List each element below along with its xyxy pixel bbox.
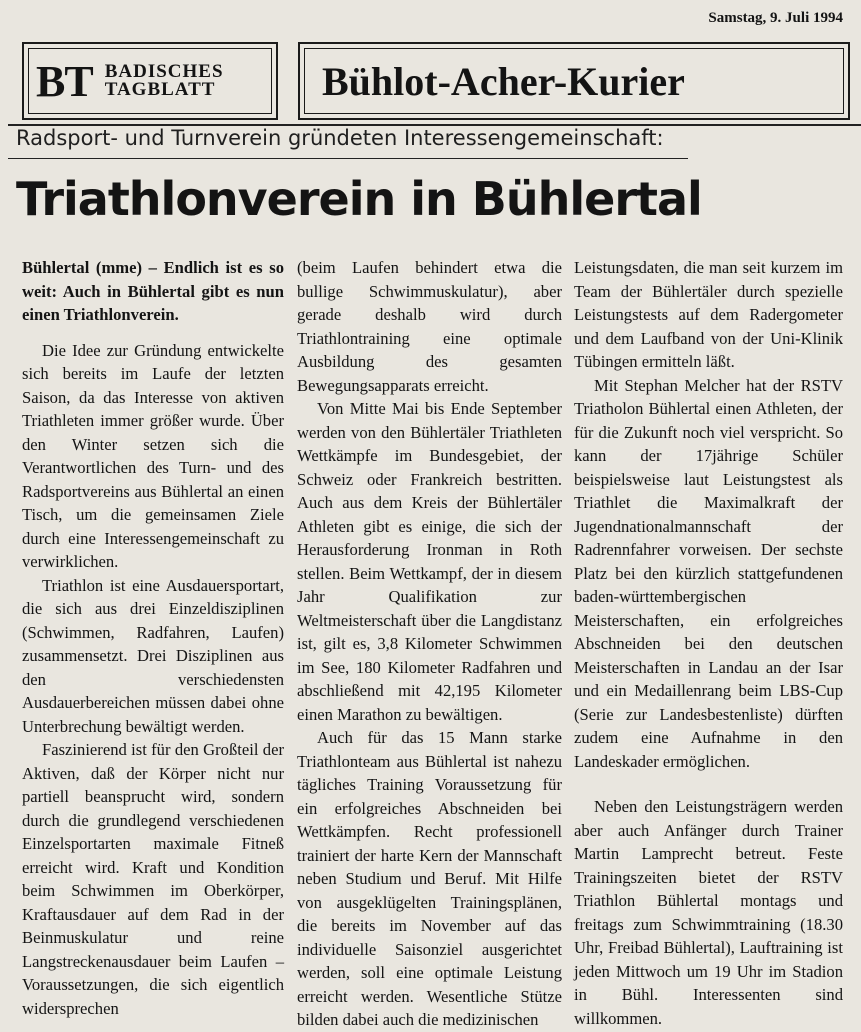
paper-name-line1: BADISCHES: [104, 61, 224, 82]
article-column-1: [22, 256, 284, 1020]
paper-name-line2: TAGBLATT: [104, 79, 216, 100]
paragraph: Die Idee zur Gründung entwickelte sich bereits im Laufe der letzten Saison, da das Interesse von aktiven Triathleten immer größer wurde. Über den Winter setzen sich die Verantwortlichen des Turn- und des Radsportvereins aus Bühlertal an einen Tisch, um die gemeinsamen Ziele durch eine Interessengemeinschaft zu verwirklichen.: [22, 340, 284, 571]
paragraph: Auch für das 15 Mann starke Triathlonteam aus Bühlertal ist nahezu tägliches Training Voraussetzung für ein erfolgreiches Abschneiden bei Wettkämpfen. Recht professionell trainiert der harte Kern der Mannschaft neben Studium und Beruf. Mit Hilfe von ausgeklügelten Trainingsplänen, die bereits im November auf das individuelle Saisonziel ausgerichtet werden, soll eine optimale Leistung erreicht werden. Wesentliche Stütze bilden dabei auch die medizinischen: [297, 728, 562, 1029]
paragraph: Faszinierend ist für den Großteil der Aktiven, daß der Körper nicht nur partiell beansprucht wird, sondern durch die grundlegend verschiedenen Einzelsportarten maximale Fitneß erreicht wird. Kraft und Kondition beim Schwimmen im Oberkörper, Kraftausdauer auf dem Rad in der Beinmuskulatur und reine Langstreckenausdauer beim Laufen – Voraussetzungen, die sich eigentlich widersprechen: [22, 740, 284, 1018]
paragraph: Neben den Leistungsträgern werden aber auch Anfänger durch Trainer Martin Lamprecht betreut. Feste Trainingszeiten bietet der RSTV Triathlon Bühlertal montags und freitags zum Schwimmtraining (18.30 Uhr, Freibad Bühlertal), Lauftraining ist jeden Mittwoch um 19 Uhr im Stadion in Bühl. Interessenten sind willkommen.: [574, 797, 843, 1028]
bt-logo-box: [22, 42, 278, 120]
paragraph: Mit Stephan Melcher hat der RSTV Triatholon Bühlertal einen Athleten, der für die Zukunft noch viel verspricht. So kann der 17jährige Schüler beispielsweise laut Leistungstest als Triathlet die Maximalkraft der Jugendnationalmannschaft der Radrennfahrer vorweisen. Der sechste Platz bei den kürzlich stattgefundenen baden-württembergischen Meisterschaften, ein erfolgreiches Abschneiden bei den deutschen Meisterschaften in Landau an der Isar und ein Medaillenrang beim LBS-Cup (Serie zur Landesbestenliste) dürften zudem eine Aufnahme in den Landeskader ermöglichen.: [574, 375, 843, 771]
section-title-box: [298, 42, 850, 120]
kicker-rule: [8, 158, 688, 159]
paragraph: Triathlon ist eine Ausdauersportart, die sich aus drei Einzeldisziplinen (Schwimmen, Radfahren, Laufen) zusammensetzt. Drei Disziplinen aus den verschiedensten Ausdauerbereichen müssen dabei ohne Unterbrechung bewältigt werden.: [22, 575, 284, 736]
paragraph: Von Mitte Mai bis Ende September werden von den Bühlertäler Triathleten Wettkämpfe im Bundesgebiet, der Schweiz oder Frankreich bestritten. Auch aus dem Kreis der Bühlertäler Athleten gibt es einige, die sich der Herausforderung Ironman in Roth stellen. Beim Wettkampf, der in diesem Jahr Qualifikation zur Weltmeisterschaft über die Langdistanz ist, gilt es, 3,8 Kilometer Schwimmen im See, 180 Kilometer Radfahren und abschließend mit 42,195 Kilometer einen Marathon zu bewältigen.: [297, 399, 562, 724]
paragraph: Leistungsdaten, die man seit kurzem im Team der Bühlertäler durch spezielle Leistungstests auf dem Radergometer und dem Laufband von der Uni-Klinik Tübingen ermitteln läßt.: [574, 258, 843, 371]
article-kicker: Radsport- und Turnverein gründeten Interessengemeinschaft:: [16, 126, 664, 150]
article-lead: Bühlertal (mme) – Endlich ist es so weit: Auch in Bühlertal gibt es nun einen Triathlonverein.: [22, 258, 284, 324]
article-column-3: [574, 256, 843, 1030]
paragraph: (beim Laufen behindert etwa die bullige Schwimmuskulatur), aber gerade deshalb wird durch Triathlontraining eine optimale Ausbildung des gesamten Bewegungsapparats erreicht.: [297, 258, 562, 395]
article-headline: Triathlonverein in Bühlertal: [16, 172, 702, 226]
bt-logo: BT: [36, 56, 93, 106]
publication-date: Samstag, 9. Juli 1994: [708, 10, 843, 26]
section-title: Bühlot-Acher-Kurier: [322, 58, 685, 104]
article-column-2: [297, 256, 562, 1032]
paper-name: [105, 63, 224, 99]
